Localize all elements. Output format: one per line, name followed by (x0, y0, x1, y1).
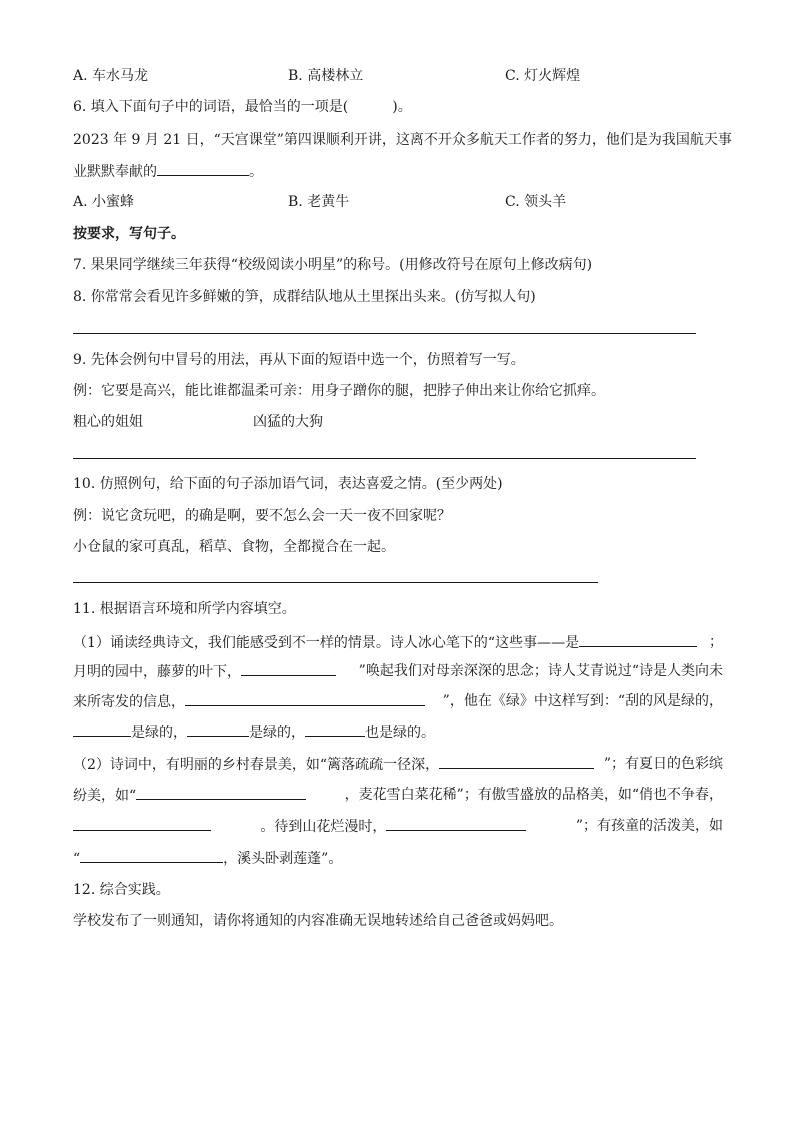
question-10-stem: 10. 仿照例句，给下面的句子添加语气词，表达喜爱之情。(至少两处) (73, 476, 503, 492)
question-6-line2: 业默默奉献的 。 (73, 161, 263, 182)
option-b: B. 高楼林立 (288, 68, 364, 84)
question-10-sentence: 小仓鼠的家可真乱，稻草、食物，全都搅合在一起。 (73, 539, 395, 555)
answer-line[interactable] (73, 458, 696, 459)
question-9-example: 例：它要是高兴，能比谁都温柔可亲：用身子蹭你的腿，把脖子伸出来让你给它抓痒。 (73, 383, 605, 399)
question-6-stem: 6. 填入下面句子中的词语，最恰当的一项是( )。 (73, 99, 412, 115)
answer-blank[interactable] (73, 816, 211, 831)
answer-blank[interactable] (439, 754, 594, 769)
answer-blank[interactable] (136, 785, 306, 800)
answer-blank[interactable] (157, 161, 249, 176)
q11-p1-line1: （1）诵读经典诗文，我们能感受到不一样的情景。诗人冰心笔下的“这些事——是 ； (73, 634, 723, 651)
question-10-example: 例：说它贪玩吧，的确是啊，要不怎么会一天一夜不回家呢？ (73, 508, 451, 524)
q11-p1-line4: 是绿的， 是绿的， 也是绿的。 (73, 722, 435, 743)
question-11-stem: 11. 根据语言环境和所学内容填空。 (73, 601, 296, 617)
question-12-stem: 12. 综合实践。 (73, 882, 170, 898)
option-b: B. 老黄牛 (288, 194, 350, 210)
q11-p2-line4: “ ，溪头卧剥莲蓬”。 (73, 848, 342, 869)
answer-line[interactable] (73, 582, 598, 583)
option-a: A. 车水马龙 (73, 68, 149, 84)
answer-blank[interactable] (80, 848, 223, 863)
answer-blank[interactable] (579, 632, 697, 647)
question-12-text: 学校发布了一则通知，请你将通知的内容准确无误地转述给自己爸爸或妈妈吧。 (73, 913, 563, 929)
question-6-line1: 2023 年 9 月 21 日，“天宫课堂”第四课顺利开讲，这离不开众多航天工作者的努力，他们是为我国航天事 (73, 132, 732, 148)
answer-line[interactable] (73, 333, 696, 334)
question-9-stem: 9. 先体会例句中冒号的用法，再从下面的短语中选一个，仿照着写一写。 (73, 352, 525, 368)
phrase-1: 粗心的姐姐 (73, 414, 143, 430)
answer-blank[interactable] (241, 661, 336, 676)
option-a: A. 小蜜蜂 (73, 194, 135, 210)
phrase-2: 凶猛的大狗 (253, 414, 323, 430)
answer-blank[interactable] (185, 691, 425, 706)
section-heading: 按要求，写句子。 (73, 226, 185, 242)
q11-p2-line1: （2）诗词中，有明丽的乡村春景美，如“篱落疏疏一径深， ”；有夏日的色彩缤 (73, 756, 723, 773)
answer-blank[interactable] (187, 722, 249, 737)
q11-p2-line3: 。待到山花烂漫时， ”；有孩童的活泼美，如 (73, 816, 723, 837)
option-c: C. 灯火辉煌 (505, 68, 581, 84)
question-7: 7. 果果同学继续三年获得“校级阅读小明星”的称号。(用修改符号在原句上修改病句) (73, 257, 593, 273)
question-8: 8. 你常常会看见许多鲜嫩的笋，成群结队地从土里探出头来。(仿写拟人句) (73, 289, 536, 305)
q11-p1-line3: 来所寄发的信息， ”，他在《绿》中这样写到：“刮的风是绿的， (73, 693, 723, 710)
answer-blank[interactable] (386, 816, 526, 831)
q11-p2-line2: 纷美，如“ ，麦花雪白菜花稀”；有傲雪盛放的品格美，如“俏也不争春， (73, 787, 723, 804)
option-c: C. 领头羊 (505, 194, 567, 210)
answer-blank[interactable] (305, 722, 365, 737)
answer-blank[interactable] (73, 722, 131, 737)
q11-p1-line2: 月明的园中，藤萝的叶下， ”唤起我们对母亲深深的思念；诗人艾青说过“诗是人类向未 (73, 663, 723, 680)
